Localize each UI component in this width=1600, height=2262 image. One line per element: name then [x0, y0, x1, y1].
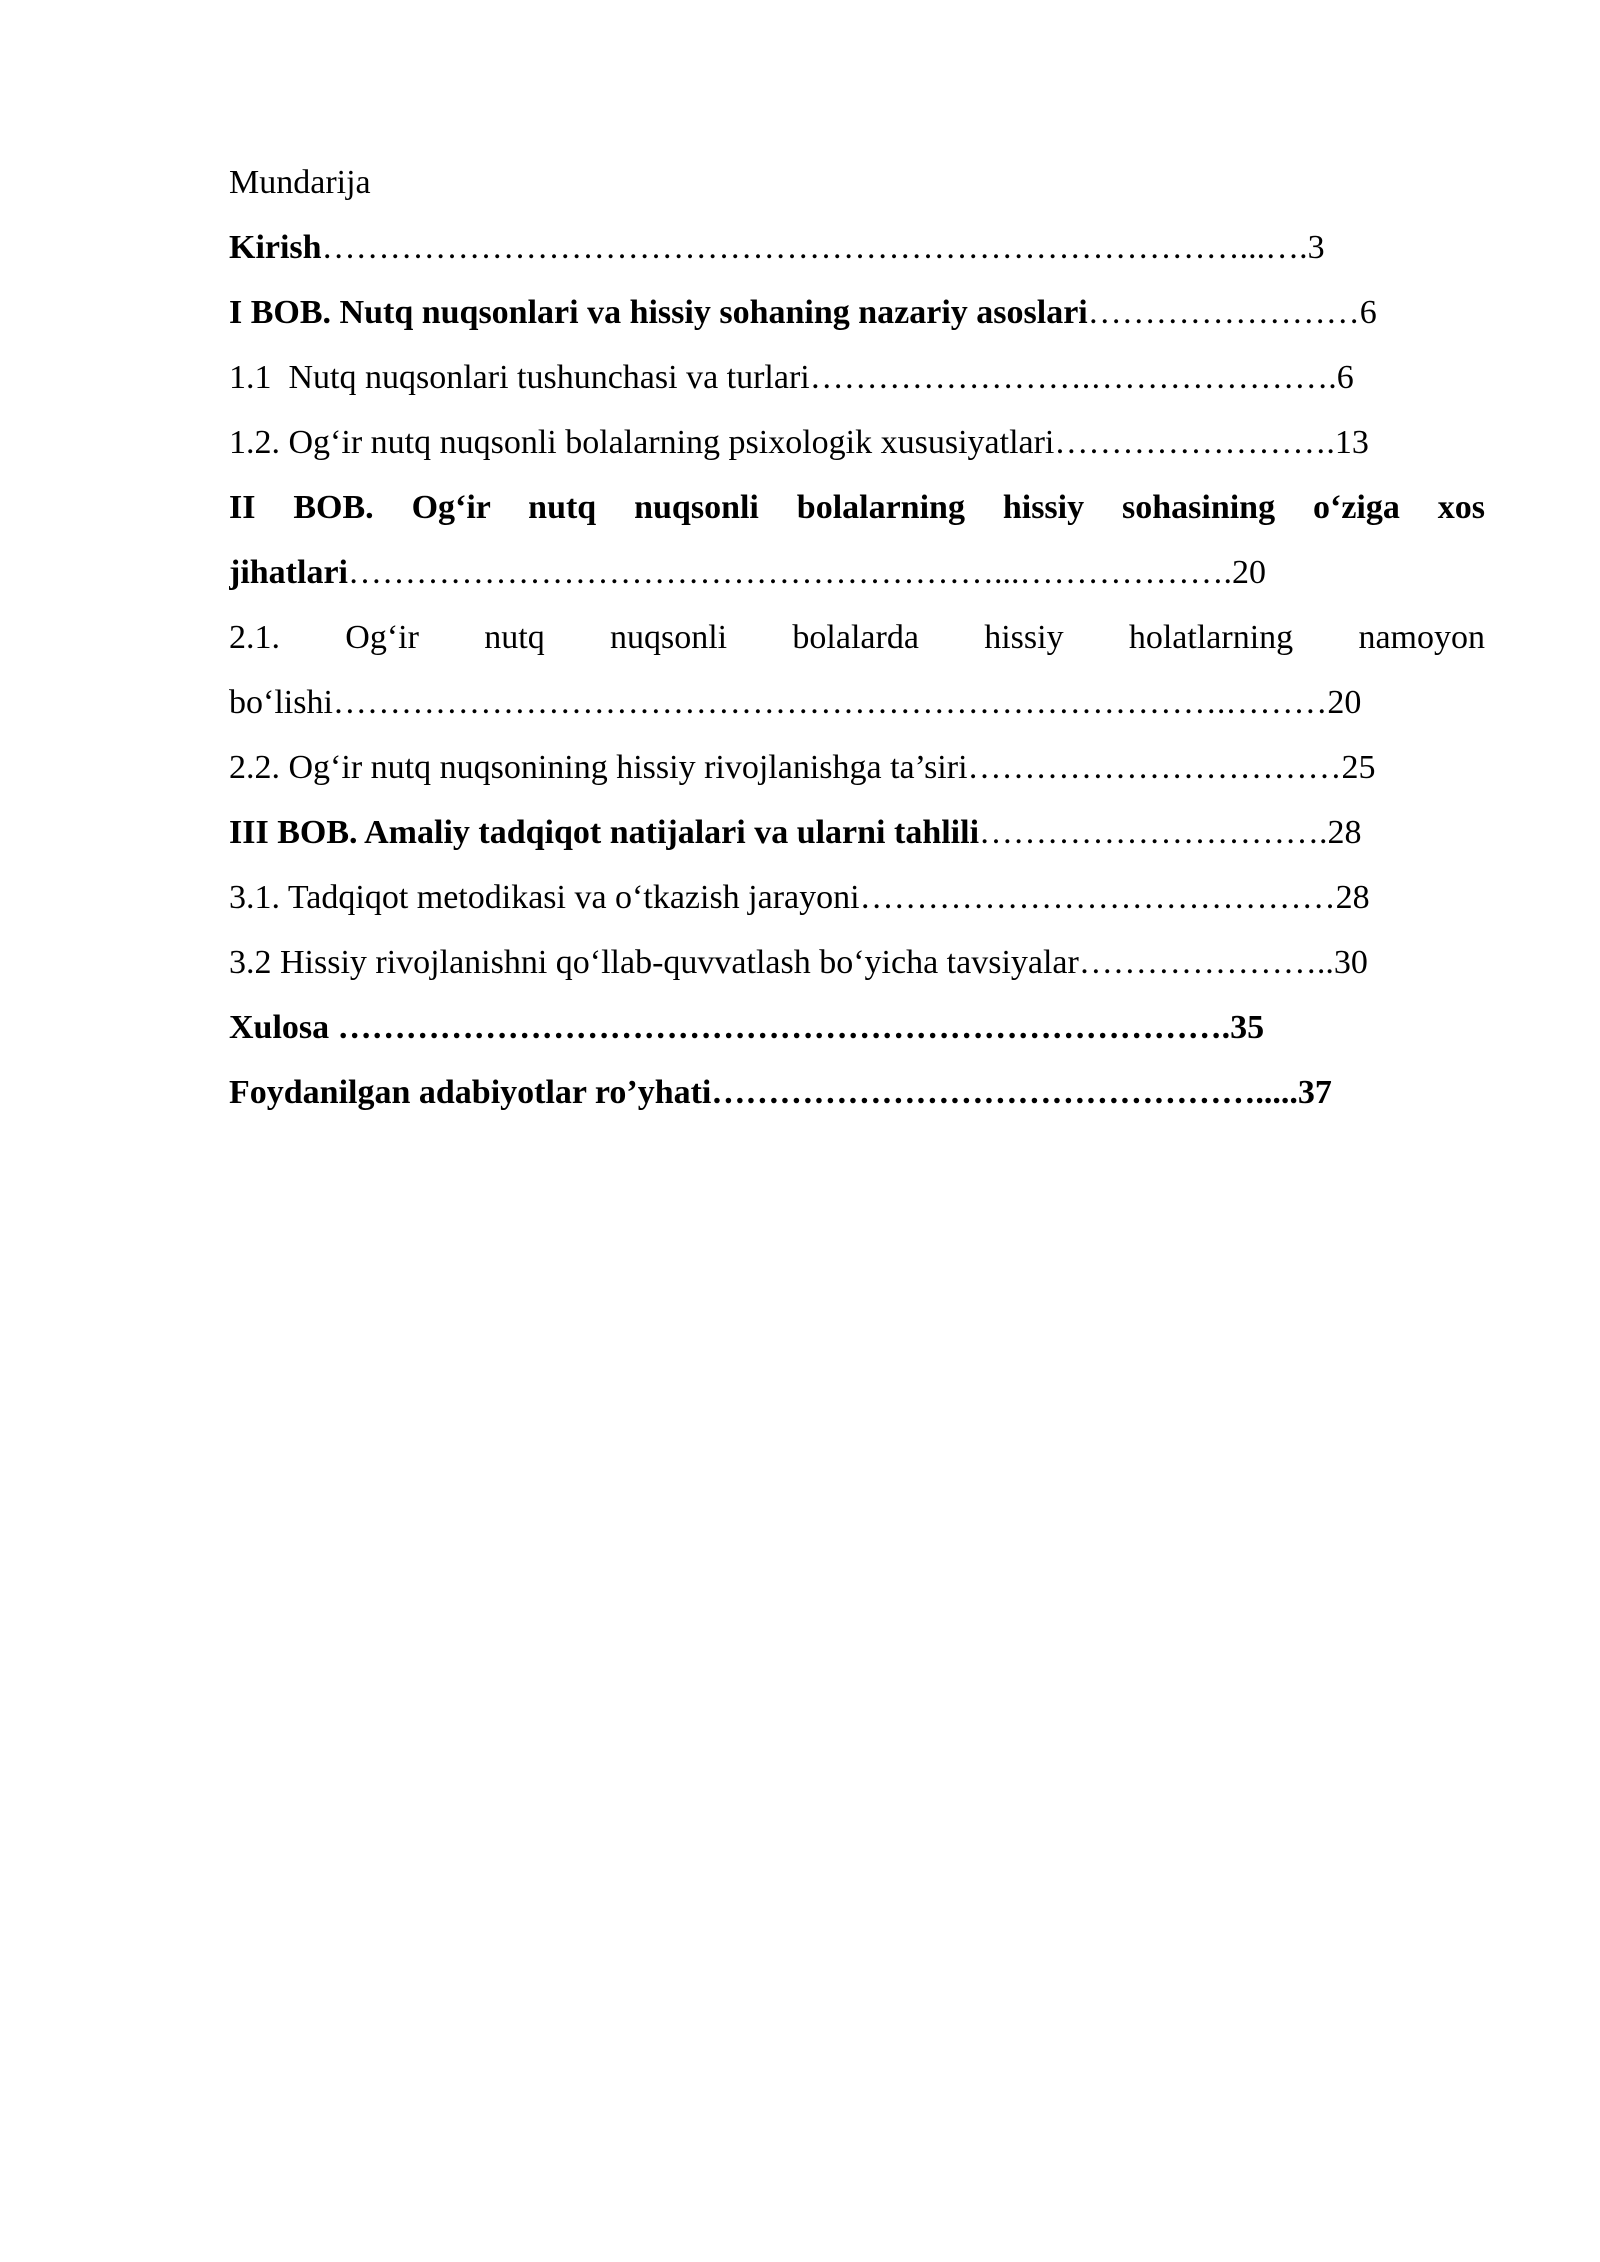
toc-entry-title-cont: bo‘lishi [229, 684, 333, 721]
toc-entry-bibliography [229, 1060, 1485, 1125]
toc-entry-leader: …………………………… [967, 749, 1342, 786]
toc-entry-page: 37 [1297, 1074, 1332, 1111]
toc-entry-page: 13 [1334, 424, 1369, 461]
toc-entry-title: 3.2 Hissiy rivojlanishni qo‘llab-quvvatlash bo‘yicha tavsiyalar [229, 944, 1079, 981]
toc-entry-continuation [229, 670, 1485, 735]
toc-entry-2-2 [229, 735, 1485, 800]
toc-entry-title: I BOB. Nutq nuqsonlari va hissiy sohaning nazariy asoslari [229, 294, 1088, 331]
toc-entry-page: 35 [1230, 1009, 1265, 1046]
toc-entry-1-1 [229, 345, 1485, 410]
toc-entry-kirish [229, 215, 1485, 280]
toc-entry-chapter-2 [229, 475, 1485, 605]
toc-entry-title: 1.1 Nutq nuqsonlari tushunchasi va turlari [229, 359, 810, 396]
toc-entry-title: 2.2. Og‘ir nutq nuqsonining hissiy rivojlanishga ta’siri [229, 749, 968, 786]
toc-entry-page: 6 [1336, 359, 1354, 396]
toc-entry-leader: …………………………………… [859, 879, 1336, 916]
toc-entry-leader: …………………………………………..... [711, 1074, 1298, 1111]
toc-heading: Mundarija [229, 164, 371, 201]
toc-entry-title: 1.2. Og‘ir nutq nuqsonli bolalarning psixologik xususiyatlari [229, 424, 1055, 461]
toc-entry-title: Kirish [229, 229, 322, 266]
toc-entry-1-2 [229, 410, 1485, 475]
toc-entry-leader: ……………………. [1054, 424, 1335, 461]
toc-entry-page: 3 [1307, 229, 1325, 266]
toc-entry-leader: …………………… [1087, 294, 1360, 331]
toc-entry-page: 6 [1359, 294, 1377, 331]
toc-entry-page: 28 [1327, 814, 1362, 851]
toc-entry-xulosa [229, 995, 1485, 1060]
toc-entry-title: Xulosa [229, 1009, 338, 1046]
toc-entry-page: 30 [1333, 944, 1368, 981]
table-of-contents [229, 150, 1485, 1125]
toc-entry-leader: ………………………………………………………………………...…. [321, 229, 1308, 266]
toc-entry-page: 28 [1335, 879, 1370, 916]
toc-entry-chapter-1 [229, 280, 1485, 345]
toc-entry-title: 3.1. Tadqiqot metodikasi va o‘tkazish jarayoni [229, 879, 860, 916]
toc-entry-3-2 [229, 930, 1485, 995]
toc-entry-title: 2.1. Og‘ir nutq nuqsonli bolalarda hissiy holatlarning namoyon [229, 619, 1485, 656]
toc-entry-page: 20 [1231, 554, 1266, 591]
toc-entry-title: Foydanilgan adabiyotlar ro’yhati [229, 1074, 712, 1111]
toc-entry-leader: ……………………………………………………………………. [337, 1009, 1231, 1046]
toc-entry-page: 20 [1327, 684, 1362, 721]
toc-entry-leader: …………………………………………………...………………. [347, 554, 1232, 591]
toc-entry-title-cont: jihatlari [229, 554, 348, 591]
toc-entry-leader: …………………….…………………. [809, 359, 1337, 396]
toc-entry-continuation [229, 540, 1485, 605]
toc-entry-leader: …………………………. [979, 814, 1328, 851]
toc-entry-chapter-3 [229, 800, 1485, 865]
toc-entry-3-1 [229, 865, 1485, 930]
toc-entry-leader: ………………….. [1078, 944, 1334, 981]
toc-entry-leader: …………………………………………………………………….……… [332, 684, 1328, 721]
toc-entry-page: 25 [1341, 749, 1376, 786]
toc-entry-title: III BOB. Amaliy tadqiqot natijalari va ularni tahlili [229, 814, 980, 851]
toc-entry-title: II BOB. Og‘ir nutq nuqsonli bolalarning hissiy sohasining o‘ziga xos [229, 489, 1485, 526]
toc-entry-2-1 [229, 605, 1485, 735]
